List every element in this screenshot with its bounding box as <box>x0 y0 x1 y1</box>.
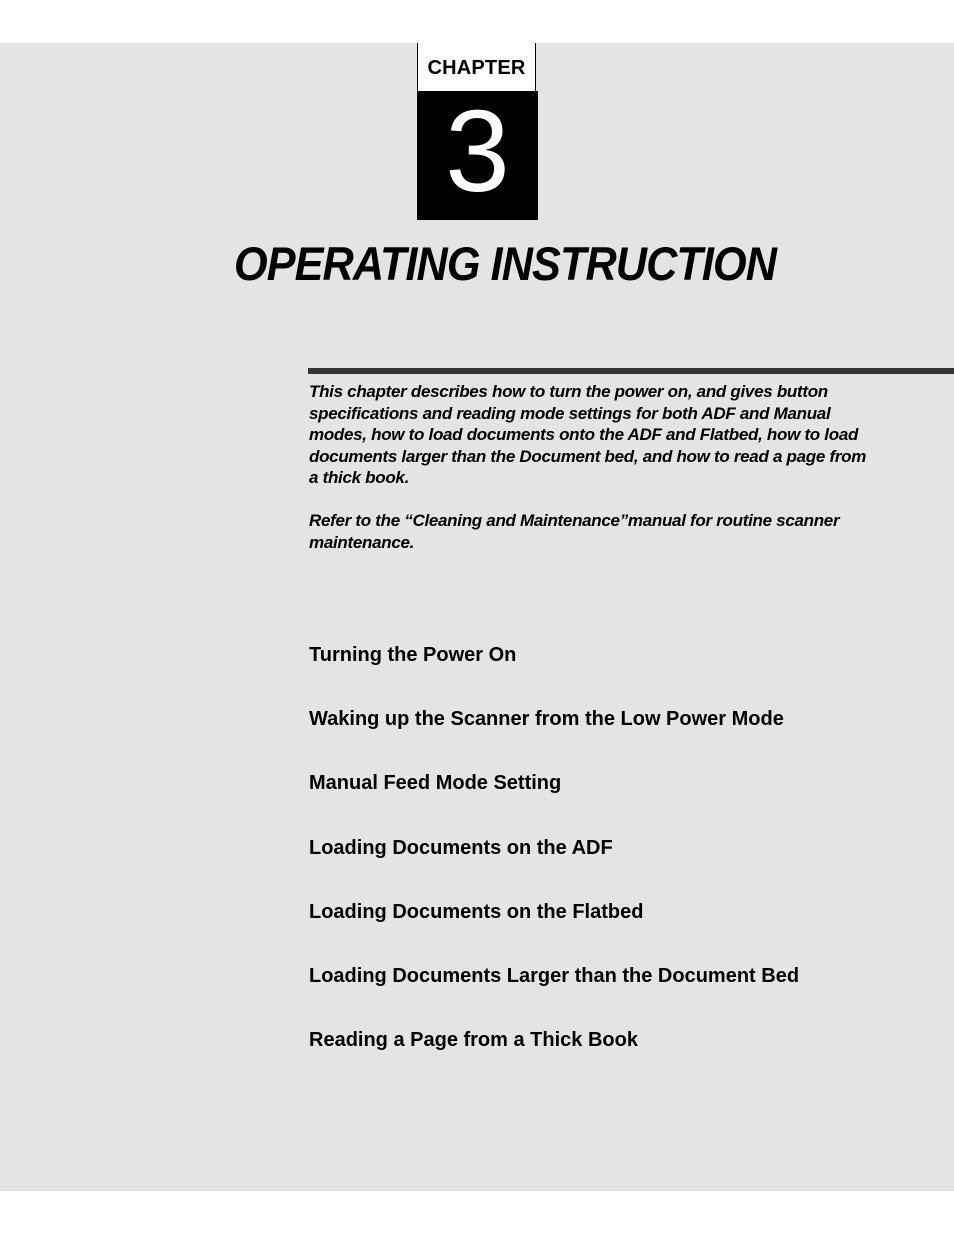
intro-paragraph: Refer to the “Cleaning and Maintenance”manual for routine scanner maintenance. <box>309 511 840 552</box>
intro-paragraph: This chapter describes how to turn the power on, and gives button specifications and reading mode settings for both ADF and Manual modes, how to load documents onto the ADF and Flatbed, how to load documents larger than the Document bed, and how to read a page from a thick book. <box>309 382 867 487</box>
chapter-title: OPERATING INSTRUCTION <box>234 237 777 290</box>
chapter-contents-list <box>309 641 799 1090</box>
section-divider <box>308 368 954 374</box>
chapter-tab <box>417 43 536 91</box>
contents-item: Loading Documents on the ADF <box>309 836 613 859</box>
contents-item: Turning the Power On <box>309 644 517 666</box>
chapter-number: 3 <box>445 86 510 216</box>
contents-item: Loading Documents Larger than the Document Bed <box>309 964 800 987</box>
contents-item: Waking up the Scanner from the Low Power Mode <box>309 708 784 731</box>
contents-item: Manual Feed Mode Setting <box>309 772 562 795</box>
contents-item: Loading Documents on the Flatbed <box>309 900 644 923</box>
chapter-number-box <box>417 86 538 220</box>
chapter-introduction <box>309 381 869 575</box>
contents-item: Reading a Page from a Thick Book <box>309 1029 638 1052</box>
chapter-label: CHAPTER <box>427 57 526 79</box>
